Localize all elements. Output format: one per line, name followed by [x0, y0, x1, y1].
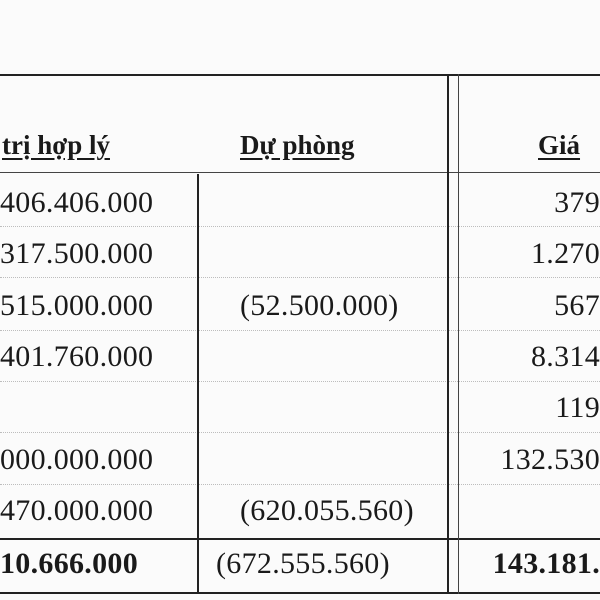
provision-cell: (620.055.560)	[240, 494, 414, 527]
row-separator	[0, 330, 600, 331]
column-divider	[447, 74, 449, 594]
total-provision: (672.555.560)	[216, 547, 390, 580]
header-fair-value: trị hợp lý	[2, 130, 110, 160]
row-separator	[0, 381, 600, 382]
fair-value-cell: 406.406.000	[0, 186, 154, 219]
row-separator	[0, 484, 600, 485]
fair-value-cell: 401.760.000	[0, 340, 154, 373]
header-provision: Dự phòng	[240, 130, 355, 160]
fair-value-cell: 515.000.000	[0, 289, 154, 322]
value-cell: 1.270	[531, 237, 600, 270]
fair-value-cell: 000.000.000	[0, 443, 154, 476]
header-value: Giá	[538, 130, 581, 160]
total-value: 143.181.	[492, 547, 600, 580]
total-top-border	[0, 538, 600, 540]
value-cell: 119	[555, 391, 600, 424]
value-cell: 132.530	[500, 443, 600, 476]
table-bottom-border	[0, 592, 600, 594]
column-divider	[458, 74, 459, 594]
value-cell: 379	[554, 186, 600, 219]
column-divider	[197, 174, 199, 594]
header-bottom-border	[0, 172, 600, 173]
fair-value-cell: 317.500.000	[0, 237, 154, 270]
table-top-border	[0, 74, 600, 76]
total-fair-value: 10.666.000	[0, 547, 138, 580]
row-separator	[0, 226, 600, 227]
fair-value-cell: 470.000.000	[0, 494, 154, 527]
value-cell: 8.314	[531, 340, 600, 373]
provision-cell: (52.500.000)	[240, 289, 399, 322]
value-cell: 567	[554, 289, 600, 322]
row-separator	[0, 432, 600, 433]
row-separator	[0, 277, 600, 278]
